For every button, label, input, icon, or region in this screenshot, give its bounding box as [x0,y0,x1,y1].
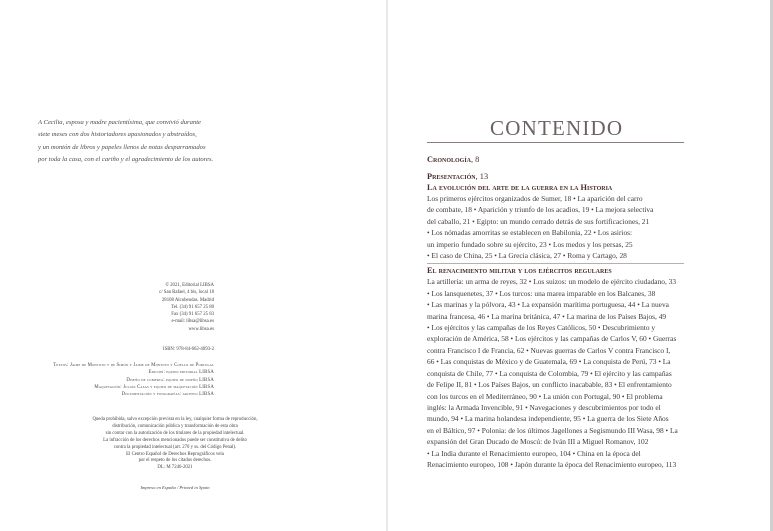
toc-entry-label: Presentación [427,172,476,181]
dedication [38,117,248,167]
section-body [427,276,689,470]
toc-line: inglés: la Armada Invencible, 91 • Navegaciones y descubrimientos por todo el [427,402,661,412]
copyright-line: Fax (34) 91 657 25 83 [171,312,214,318]
legal-line: Queda prohibida, salvo excepción prevista en la ley, cualquier forma de reproducción, [92,417,258,422]
legal-notice [60,417,290,472]
toc-line: La artillería: un arma de reyes, 32 • Los suizos: un modelo de ejército ciudadano, 33 [427,277,677,287]
dedication-line: A Cecilia, esposa y madre pacientísima, que convivió durante [38,119,201,126]
toc-line: 66 • Las conquistas de México y de Guatemala, 69 • La conquista de Perú, 73 • La [427,357,671,367]
legal-line: por el respeto de los citados derechos. [138,458,212,464]
toc-line: marina francesa, 46 • La marina británica, 47 • La marina de los Países Bajos, 49 [427,311,667,321]
section-heading: El renacimiento militar y los ejércitos regulares [427,266,612,276]
table-of-contents [427,154,689,470]
toc-line: exploración de América, 58 • Los ejércitos y las campañas de Carlos V, 60 • Guerras [427,334,677,344]
toc-line: • Los ejércitos y las campañas de los Reyes Católicos, 50 • Descubrimiento y [427,323,656,333]
credits-line: Diseño de cubierta: equipo de diseño LIBSA [126,377,214,383]
left-page [0,0,386,531]
toc-entry-page: , 13 [475,172,489,181]
toc-line: • Las marinas y la pólvora, 43 • La expansión marítima portuguesa, 44 • La nueva [427,300,669,310]
toc-line: Renacimiento europeo, 108 • Japón durante la época del Renacimiento europeo, 113 [427,459,677,469]
toc-line: Los primeros ejércitos organizados de Sumer, 18 • La aparición del carro [427,194,643,203]
toc-line: • Los lansquenetes, 37 • Los turcos: una marea imparable en los Balcanes, 38 [427,288,656,298]
credits-block [53,362,214,398]
toc-entry-page: , 8 [471,155,480,164]
dedication-line: por toda la casa, con el cariño y el agradecimiento de los autores. [38,156,214,164]
copyright-line: c/ San Rafael, 4 bis, local 18 [159,290,214,296]
legal-line: DL: M 7246-2021 [157,465,193,471]
toc-line: conquista de Chile, 77 • La conquista de Colombia, 79 • El ejército y las campañas [427,368,672,378]
toc-line: • El caso de China, 25 • La Grecia clásica, 27 • Roma y Cartago, 28 [427,251,627,261]
toc-entry-cronologia [427,154,689,165]
copyright-line: © 2021, Editorial LIBSA [165,283,214,288]
legal-line: El Centro Español de Derechos Reprográficos vela [126,451,224,457]
toc-line: • La India durante el Renacimiento europeo, 104 • China en la época del [427,448,641,458]
credits-line: Maquetación: Julián Casas y equipo de maquetación LIBSA [94,384,214,390]
title-rule [427,142,684,143]
toc-line: de Felipe II, 81 • Los Países Bajos, un conflicto inacabable, 83 • El enfrentamiento [427,380,672,390]
toc-line: contra Francisco I de Francia, 62 • Nuevas guerras de Carlos V contra Francisco I, [427,345,671,355]
copyright-line: e-mail: libsa@libsa.es [171,319,214,325]
legal-line: distribución, comunicación pública y transformación de esta obra [112,423,238,429]
toc-line: con los turcos en el Mediterráneo, 90 • La unión con Portugal, 90 • El problema [427,391,663,401]
toc-line: un imperio fundado sobre su ejército, 23 • Los medos y los persas, 25 [427,239,633,249]
copyright-line: 28108 Alcobendas. Madrid [161,297,214,303]
legal-line: contra la propiedad intelectual (art. 270 y ss. del Código Penal). [113,444,237,450]
credits-line: Textos: Jaime de Montoto y de Simón y Jaime de Montoto y Coello de Portugal [53,363,214,368]
toc-line: • Los nómadas amorritas se establecen en Babilonia, 22 • Los asirios: [427,228,633,238]
toc-line: de combate, 18 • Aparición y triunfo de los acadios, 19 • La mejora selectiva [427,205,654,215]
toc-entry-presentacion [427,171,689,182]
credits-line: Documentación y fotografías: archivo LIBSA [121,392,214,398]
dedication-line: y un montón de libros y papeles llenos de notas desparramados [38,143,206,151]
toc-line: del caballo, 21 • Egipto: un mundo cerrado detrás de sus fortificaciones, 21 [427,216,650,226]
toc-entry-label: Cronología [427,155,471,164]
legal-line: sin contar con la autorización de los titulares de la propiedad intelectual. [105,430,245,436]
legal-line: La infracción de los derechos mencionados puede ser constitutiva de delito [103,437,247,443]
printed-in: Impreso en España / Printed in Spain [140,485,210,490]
credits-line: Edición: equipo editorial LIBSA [148,370,214,376]
dedication-line: siete meses con dos historiadores apasionados y abstraídos, [38,131,197,139]
toc-line: mundo, 94 • La marina holandesa independiente, 95 • La guerra de los Siete Años [427,414,669,424]
copyright-line: www.libsa.es [188,326,214,332]
section-divider [427,263,684,264]
isbn [163,346,214,353]
toc-line: en el Báltico, 97 • Polonia: de los últimos Jagellones a Segismundo III Wasa, 98 • La [427,425,678,435]
isbn-text: ISBN: 978-84-662-4093-2 [162,347,214,352]
section-body [427,193,689,261]
contents-title: CONTENIDO [490,116,624,140]
toc-line: expansión del Gran Ducado de Moscú: de Iván III a Miguel Romanov, 102 [427,437,649,447]
section-heading: La evolución del arte de la guerra en la Historia [427,183,613,192]
copyright-block [159,282,214,333]
copyright-line: Tel. (34) 91 657 25 80 [171,304,214,310]
